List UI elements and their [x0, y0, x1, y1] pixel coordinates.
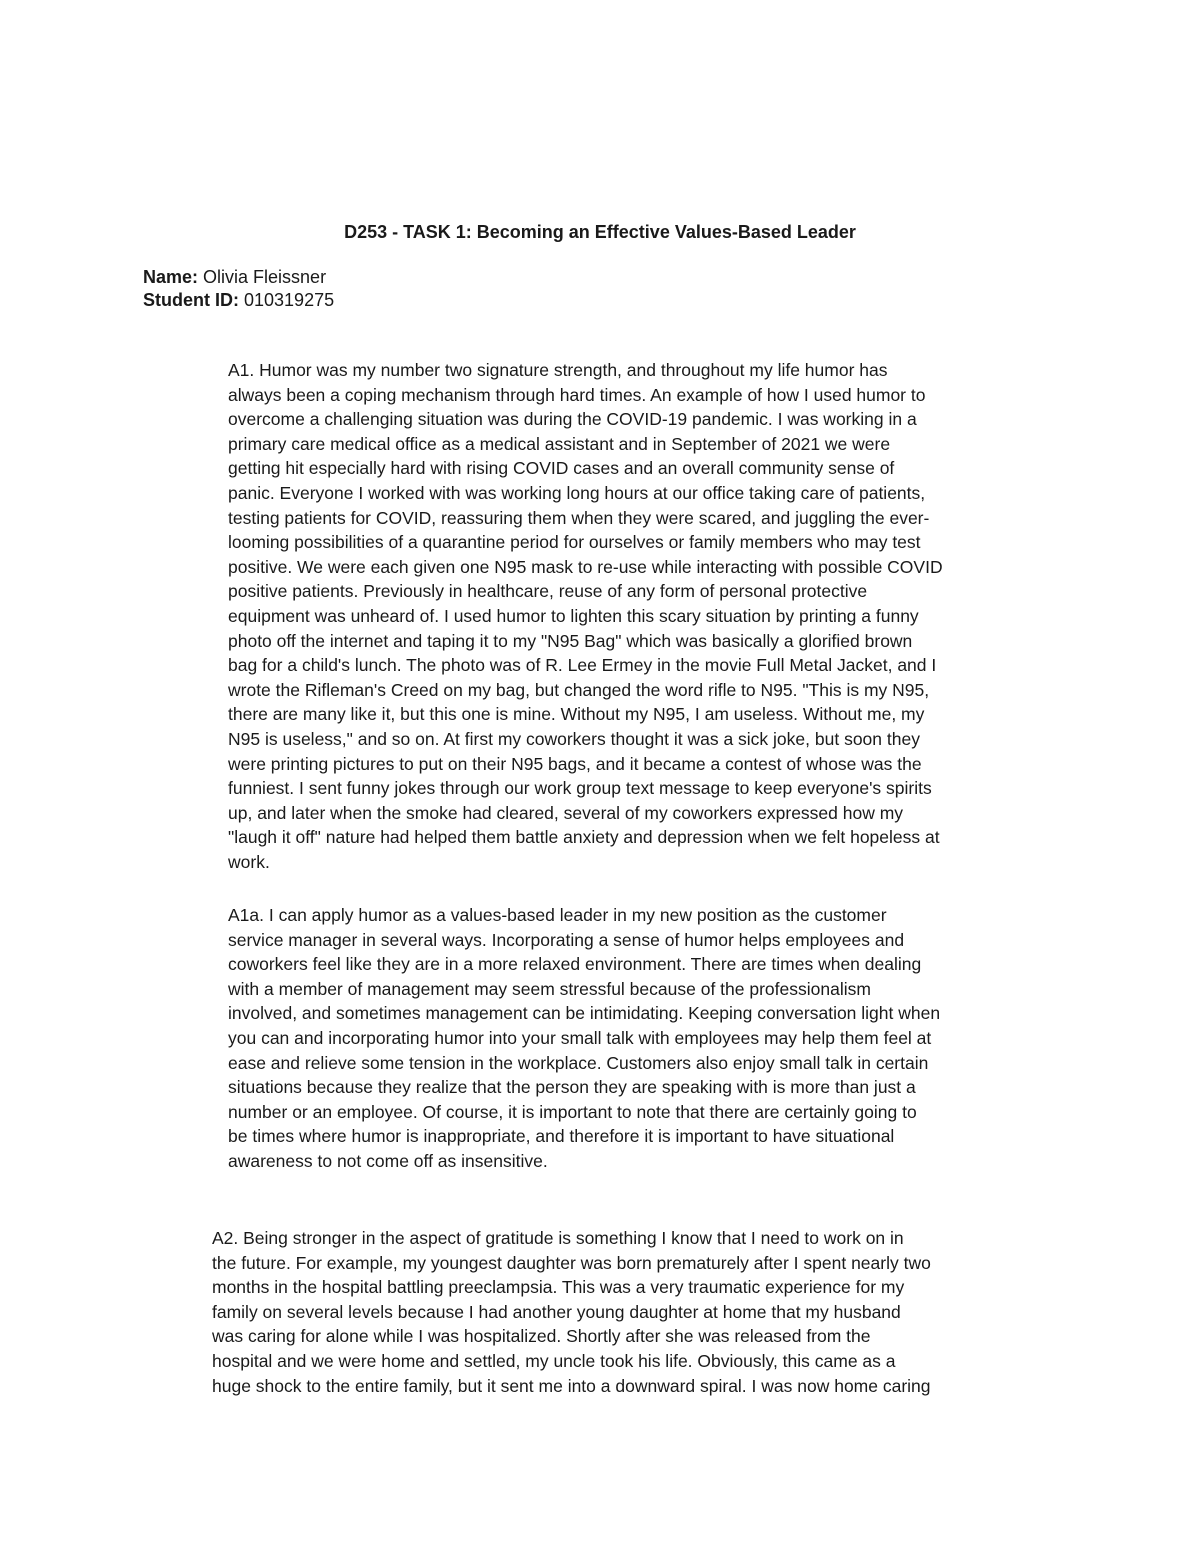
paragraph-line: awareness to not come off as insensitive. [228, 1150, 548, 1171]
paragraph-line: positive patients. Previously in healthcare, reuse of any form of personal protective [228, 581, 868, 602]
paragraph-line: testing patients for COVID, reassuring them when they were scared, and juggling the ever- [228, 507, 930, 528]
paragraph-line: equipment was unheard of. I used humor to lighten this scary situation by printing a funny [228, 605, 919, 626]
name-line [143, 266, 334, 289]
paragraph-a2 [212, 1226, 1032, 1398]
paragraph-line: bag for a child's lunch. The photo was of R. Lee Ermey in the movie Full Metal Jacket, and I [228, 655, 937, 676]
paragraph-line: you can and incorporating humor into your small talk with employees may help them feel at [228, 1027, 932, 1048]
paragraph-a1 [228, 358, 1038, 874]
name-value: Olivia Fleissner [198, 267, 327, 287]
paragraph-line: up, and later when the smoke had cleared, several of my coworkers expressed how my [228, 802, 904, 823]
paragraph-line: always been a coping mechanism through hard times. An example of how I used humor to [228, 384, 926, 405]
paragraph-line: family on several levels because I had another young daughter at home that my husband [212, 1301, 901, 1322]
paragraph-line: with a member of management may seem stressful because of the professionalism [228, 978, 871, 999]
paragraph-line: funniest. I sent funny jokes through our work group text message to keep everyone's spirits [228, 778, 932, 799]
paragraph-line: hospital and we were home and settled, my uncle took his life. Obviously, this came as a [212, 1350, 896, 1371]
name-label: Name: [143, 267, 199, 287]
paragraph-line: there are many like it, but this one is mine. Without my N95, I am useless. Without me, my [228, 704, 925, 725]
student-info [143, 266, 334, 312]
paragraph-line: primary care medical office as a medical assistant and in September of 2021 we were [228, 433, 891, 454]
paragraph-line: ease and relieve some tension in the workplace. Customers also enjoy small talk in certain [228, 1052, 929, 1073]
student-id-value: 010319275 [239, 290, 335, 310]
student-id-line [143, 289, 334, 312]
paragraph-line: overcome a challenging situation was during the COVID-19 pandemic. I was working in a [228, 409, 917, 430]
paragraph-line: looming possibilities of a quarantine period for ourselves or family members who may test [228, 532, 921, 553]
paragraph-line: A1a. I can apply humor as a values-based leader in my new position as the customer [228, 905, 887, 925]
paragraph-line: A1. Humor was my number two signature strength, and throughout my life humor has [228, 360, 888, 380]
paragraph-line: N95 is useless," and so on. At first my coworkers thought it was a sick joke, but soon they [228, 728, 920, 749]
paragraph-line: situations because they realize that the person they are speaking with is more than just a [228, 1077, 916, 1098]
paragraph-line: wrote the Rifleman's Creed on my bag, but changed the word rifle to N95. "This is my N95, [228, 679, 930, 700]
paragraph-line: huge shock to the entire family, but it sent me into a downward spiral. I was now home caring [212, 1375, 931, 1396]
paragraph-line: coworkers feel like they are in a more relaxed environment. There are times when dealing [228, 954, 922, 975]
paragraph-line: the future. For example, my youngest daughter was born prematurely after I spent nearly two [212, 1252, 931, 1273]
paragraph-line: was caring for alone while I was hospitalized. Shortly after she was released from the [212, 1326, 871, 1347]
paragraph-line: getting hit especially hard with rising COVID cases and an overall community sense of [228, 458, 895, 479]
paragraph-line: panic. Everyone I worked with was working long hours at our office taking care of patients, [228, 482, 926, 503]
paragraph-line: were printing pictures to put on their N95 bags, and it became a contest of whose was the [228, 753, 922, 774]
paragraph-line: be times where humor is inappropriate, and therefore it is important to have situational [228, 1126, 895, 1147]
paragraph-line: service manager in several ways. Incorporating a sense of humor helps employees and [228, 929, 905, 950]
paragraph-line: involved, and sometimes management can be intimidating. Keeping conversation light when [228, 1003, 941, 1024]
paragraph-line: A2. Being stronger in the aspect of gratitude is something I know that I need to work on in [212, 1228, 904, 1248]
paragraph-line: number or an employee. Of course, it is important to note that there are certainly going to [228, 1101, 917, 1122]
paragraph-line: "laugh it off" nature had helped them battle anxiety and depression when we felt hopeless at [228, 827, 940, 848]
paragraph-a1a [228, 903, 1038, 1174]
student-id-label: Student ID: [143, 290, 239, 310]
paragraph-line: positive. We were each given one N95 mask to re-use while interacting with possible COVID [228, 556, 943, 577]
paragraph-line: photo off the internet and taping it to my "N95 Bag" which was basically a glorified brown [228, 630, 913, 651]
document-title: D253 - TASK 1: Becoming an Effective Values-Based Leader [344, 222, 856, 242]
paragraph-line: work. [228, 851, 270, 872]
paragraph-line: months in the hospital battling preeclampsia. This was a very traumatic experience for my [212, 1277, 905, 1298]
